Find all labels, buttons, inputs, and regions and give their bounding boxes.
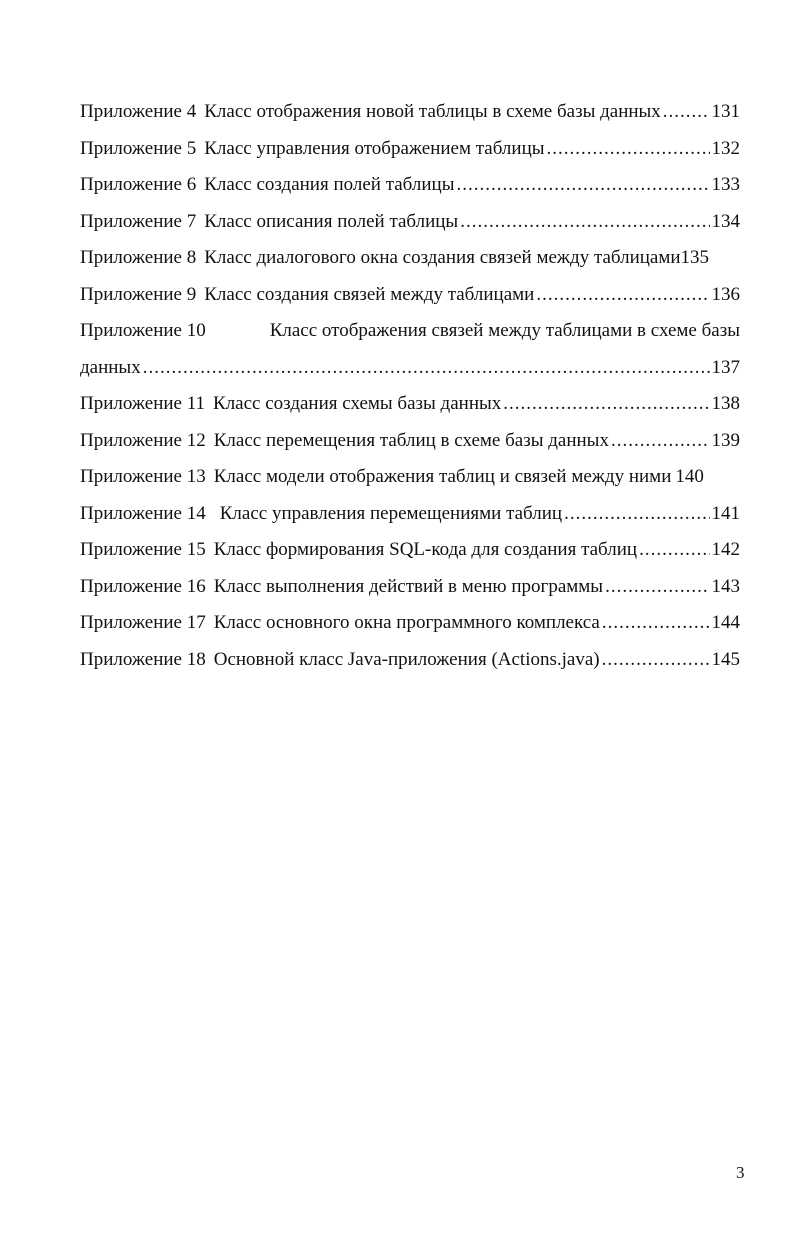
toc-entry-second-line <box>80 350 740 387</box>
toc-entry-appendix-11[interactable] <box>80 386 740 423</box>
toc-dot-leader <box>663 94 710 131</box>
toc-entry-page: 132 <box>711 137 740 159</box>
toc-entry-title: Класс выполнения действий в меню программы <box>213 575 604 597</box>
toc-entry-label: Приложение 7 <box>80 210 197 232</box>
toc-entry-title: Основной класс Java-приложения (Actions.java) <box>213 648 600 670</box>
toc-entry-label: Приложение 13 <box>80 466 206 487</box>
toc-entry-title: Класс создания полей таблицы <box>204 174 455 195</box>
page-number: 3 <box>736 1163 745 1182</box>
toc-entry-page: 135 <box>680 247 710 268</box>
toc-dot-leader <box>460 204 709 241</box>
toc-entry-page: 138 <box>711 393 740 414</box>
table-of-contents <box>80 94 740 678</box>
toc-dot-leader <box>564 496 709 533</box>
toc-entry-page: 142 <box>711 539 740 560</box>
toc-entry-title-continuation: данных <box>80 356 141 378</box>
toc-entry-appendix-8[interactable] <box>80 240 740 277</box>
toc-entry-label: Приложение 12 <box>80 429 206 451</box>
toc-entry-title: Класс управления отображением таблицы <box>204 137 545 159</box>
toc-entry-label: Приложение 8 <box>80 247 197 268</box>
toc-dot-leader <box>611 423 710 460</box>
toc-entry-page: 133 <box>711 174 740 195</box>
toc-entry-title: Класс модели отображения таблиц и связей между ними <box>213 466 672 487</box>
toc-entry-label: Приложение 4 <box>80 101 197 122</box>
toc-entry-appendix-14[interactable] <box>80 496 740 533</box>
toc-entry-appendix-15[interactable] <box>80 532 740 569</box>
toc-entry-title: Класс описания полей таблицы <box>204 210 459 232</box>
toc-entry-title: Класс отображения связей между таблицами в схеме базы <box>269 320 740 341</box>
toc-entry-label: Приложение 11 <box>80 393 206 414</box>
toc-entry-label: Приложение 9 <box>80 283 197 305</box>
toc-entry-appendix-6[interactable] <box>80 167 740 204</box>
toc-entry-title: Класс формирования SQL-кода для создания таблиц <box>213 539 638 560</box>
toc-entry-appendix-12[interactable] <box>80 423 740 460</box>
toc-entry-page: 136 <box>711 283 740 305</box>
toc-entry-title: Класс отображения новой таблицы в схеме базы данных <box>204 101 661 122</box>
toc-entry-label: Приложение 6 <box>80 174 197 195</box>
toc-entry-appendix-5[interactable] <box>80 131 740 168</box>
toc-entry-appendix-13[interactable] <box>80 459 740 496</box>
toc-entry-title: Класс перемещения таблиц в схеме базы данных <box>213 429 609 451</box>
toc-entry-label: Приложение 17 <box>80 612 206 633</box>
toc-entry-label: Приложение 10 <box>80 320 206 341</box>
toc-entry-title: Класс создания связей между таблицами <box>204 283 535 305</box>
toc-entry-page: 137 <box>711 356 740 378</box>
toc-dot-leader <box>547 131 710 168</box>
toc-dot-leader <box>639 532 709 569</box>
toc-entry-title: Класс управления перемещениями таблиц <box>219 502 563 524</box>
toc-entry-appendix-16[interactable] <box>80 569 740 606</box>
toc-entry-label: Приложение 16 <box>80 575 206 597</box>
toc-entry-appendix-17[interactable] <box>80 605 740 642</box>
toc-entry-label: Приложение 14 <box>80 502 206 524</box>
toc-entry-label: Приложение 5 <box>80 137 197 159</box>
toc-entry-first-line <box>80 313 740 350</box>
toc-dot-leader <box>456 167 709 204</box>
toc-entry-appendix-7[interactable] <box>80 204 740 241</box>
toc-entry-title: Класс основного окна программного комплекса <box>213 612 600 633</box>
toc-entry-page: 141 <box>711 502 740 524</box>
toc-entry-page: 143 <box>711 575 740 597</box>
toc-entry-page: 140 <box>675 466 704 487</box>
toc-dot-leader <box>605 569 709 606</box>
toc-entry-appendix-10[interactable] <box>80 313 740 386</box>
toc-entry-label: Приложение 15 <box>80 539 206 560</box>
toc-entry-appendix-9[interactable] <box>80 277 740 314</box>
toc-entry-page: 131 <box>711 101 740 122</box>
toc-dot-leader <box>602 605 710 642</box>
toc-entry-label: Приложение 18 <box>80 648 206 670</box>
toc-entry-title: Класс создания схемы базы данных <box>213 393 502 414</box>
toc-dot-leader <box>602 642 710 679</box>
toc-entry-appendix-18[interactable] <box>80 642 740 679</box>
toc-dot-leader <box>536 277 709 314</box>
toc-entry-page: 134 <box>711 210 740 232</box>
toc-entry-page: 139 <box>711 429 740 451</box>
toc-entry-appendix-4[interactable] <box>80 94 740 131</box>
toc-dot-leader <box>503 386 709 423</box>
toc-entry-page: 144 <box>711 612 740 633</box>
toc-entry-title: Класс диалогового окна создания связей между таблицами <box>204 247 681 268</box>
toc-dot-leader <box>143 350 710 387</box>
toc-entry-page: 145 <box>711 648 740 670</box>
